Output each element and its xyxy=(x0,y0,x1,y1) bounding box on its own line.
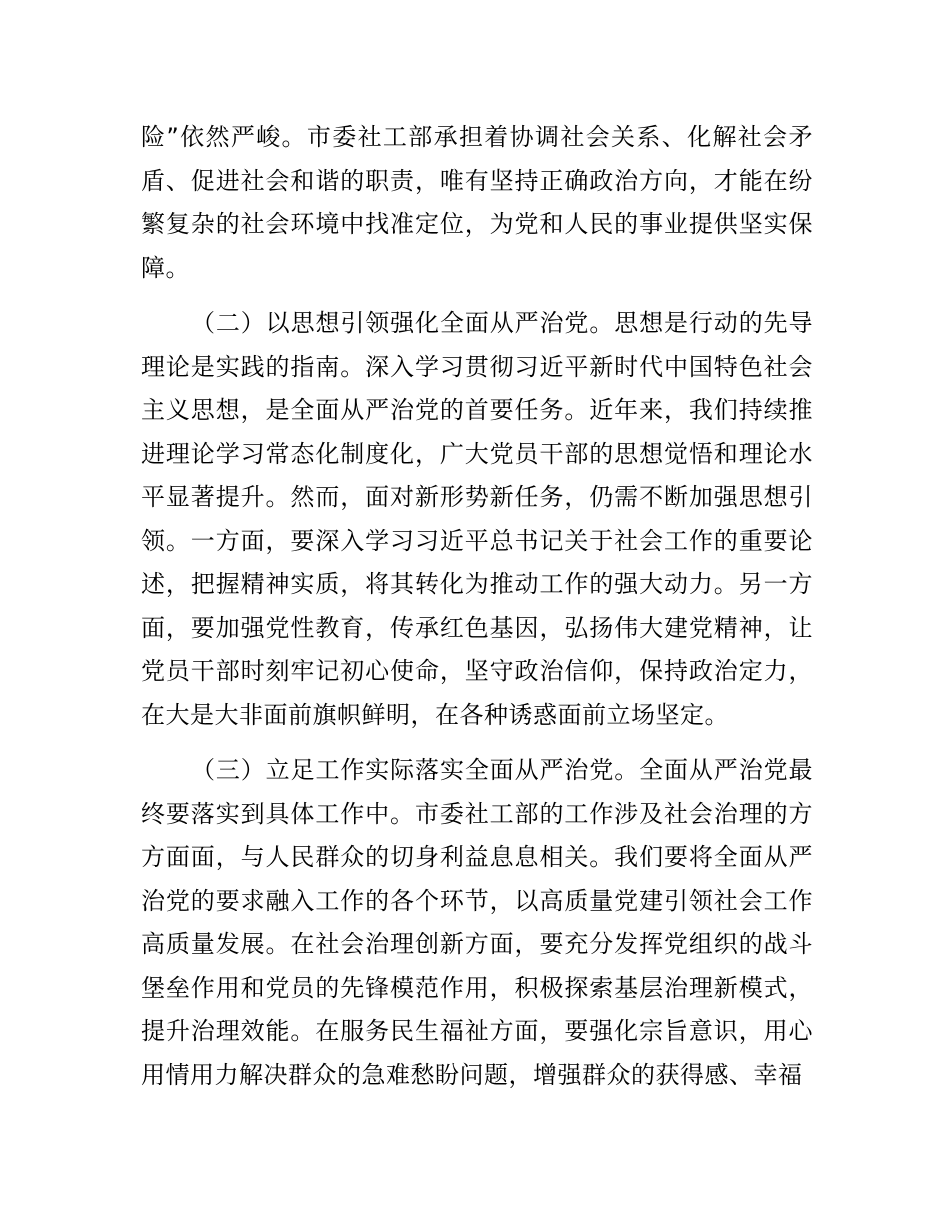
document-body xyxy=(141,116,813,1097)
paragraph-section-three: （三）立足工作实际落实全面从严治党。全面从严治党最终要落实到具体工作中。市委社工部的工作涉及社会治理的方方面面，与人民群众的切身利益息息相关。我们要将全面从严治党的要求融入工作的各个环节，以高质量党建引领社会工作高质量发展。在社会治理创新方面，要充分发挥党组织的战斗堡垒作用和党员的先锋模范作用，积极探索基层治理新模式，提升治理效能。在服务民生福祉方面，要强化宗旨意识，用心用情用力解决群众的急难愁盼问题，增强群众的获得感、幸福 xyxy=(141,756,813,1089)
paragraph-continuation: 险”依然严峻。市委社工部承担着协调社会关系、化解社会矛盾、促进社会和谐的职责，唯有坚持正确政治方向，才能在纷繁复杂的社会环境中找准定位，为党和人民的事业提供坚实保障。 xyxy=(141,123,813,282)
paragraph-section-two: （二）以思想引领强化全面从严治党。思想是行动的先导理论是实践的指南。深入学习贯彻习近平新时代中国特色社会主义思想，是全面从严治党的首要任务。近年来，我们持续推进理论学习常态化制度化，广大党员干部的思想觉悟和理论水平显著提升。然而，面对新形势新任务，仍需不断加强思想引领。一方面，要深入学习习近平总书记关于社会工作的重要论述，把握精神实质，将其转化为推动工作的强大动力。另一方面，要加强党性教育，传承红色基因，弘扬伟大建党精神，让党员干部时刻牢记初心使命，坚守政治信仰，保持政治定力，在大是大非面前旗帜鲜明，在各种诱惑面前立场坚定。 xyxy=(141,309,813,729)
